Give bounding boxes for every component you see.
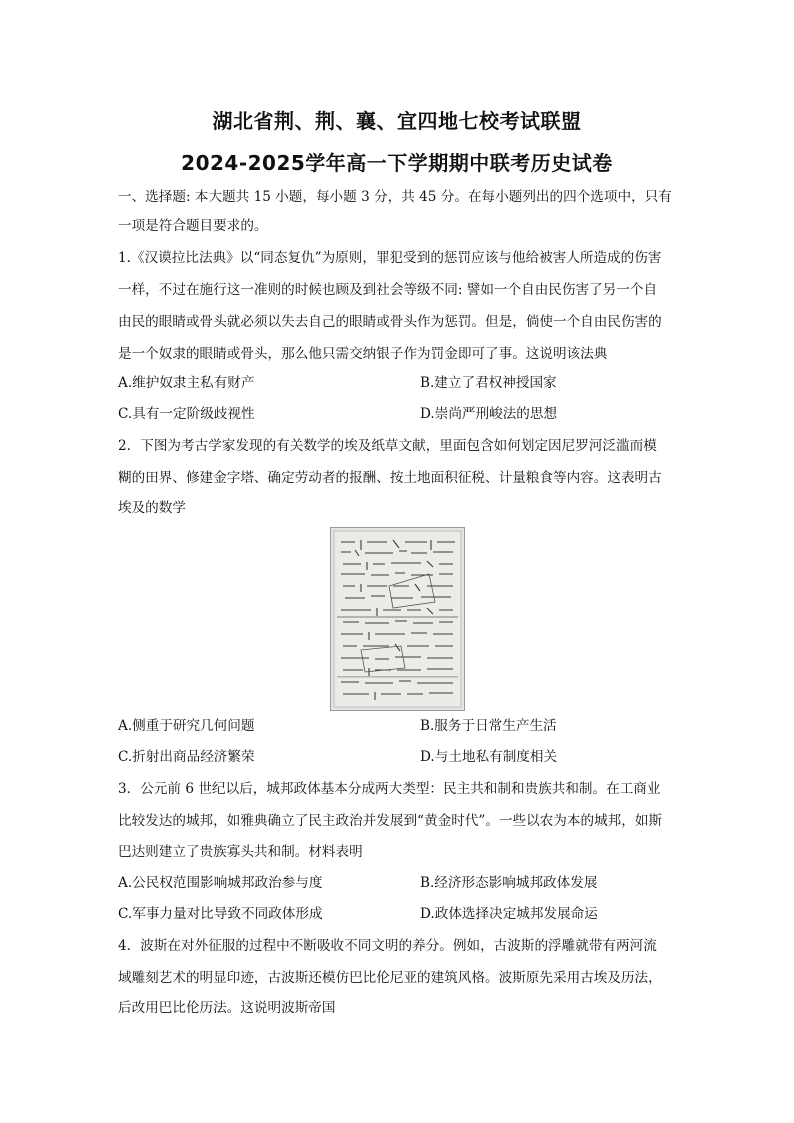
question-4-text: 域雕刻艺术的明显印迹，古波斯还模仿巴比伦尼亚的建筑风格。波斯原先采用古埃及历法， (118, 970, 662, 986)
question-3-text: 3．公元前 6 世纪以后，城邦政体基本分成两大类型：民主共和制和贵族共和制。在工商业 (118, 781, 661, 797)
question-2-text: 埃及的数学 (118, 500, 186, 516)
question-1-text: 是一个奴隶的眼睛或骨头，那么他只需交纳银子作为罚金即可了事。这说明该法典 (118, 346, 608, 362)
question-2-text: 2．下图为考古学家发现的有关数学的埃及纸草文献，里面包含如何划定因尼罗河泛滥而模 (118, 438, 657, 454)
exam-title-line1: 湖北省荆、荆、襄、宜四地七校考试联盟 (212, 109, 582, 133)
question-1-text: 1.《汉谟拉比法典》以“同态复仇”为原则，罪犯受到的惩罚应该与他给被害人所造成的伤害 (118, 250, 662, 266)
question-3-option-d: D.政体选择决定城邦发展命运 (420, 906, 598, 922)
question-2-text: 糊的田界、修建金字塔、确定劳动者的报酬、按土地面积征税、计量粮食等内容。这表明古 (118, 470, 662, 486)
question-1-text: 一样，不过在施行这一准则的时候也顾及到社会等级不同: 譬如一个自由民伤害了另一个自 (118, 282, 658, 298)
question-2-option-a: A.侧重于研究几何问题 (118, 718, 255, 734)
question-3-text: 比较发达的城邦，如雅典确立了民主政治并发展到“黄金时代”。一些以农为本的城邦，如斯 (118, 813, 663, 829)
question-1-text: 由民的眼睛或骨头就必须以失去自己的眼睛或骨头作为惩罚。但是，倘使一个自由民伤害的 (118, 314, 662, 330)
question-3-option-b: B.经济形态影响城邦政体发展 (420, 875, 598, 891)
question-2-option-c: C.折射出商品经济繁荣 (118, 749, 255, 765)
papyrus-image (330, 527, 465, 711)
exam-title-line2: 2024-2025学年高一下学期期中联考历史试卷 (181, 151, 613, 175)
question-4-text: 后改用巴比伦历法。这说明波斯帝国 (118, 1000, 336, 1016)
question-1-option-a: A.维护奴隶主私有财产 (118, 375, 255, 391)
question-2-option-b: B.服务于日常生产生活 (420, 718, 557, 734)
question-3-option-c: C.军事力量对比导致不同政体形成 (118, 906, 323, 922)
question-1-option-c: C.具有一定阶级歧视性 (118, 406, 255, 422)
question-3-text: 巴达则建立了贵族寡头共和制。材料表明 (118, 844, 363, 860)
section-instruction-line: 一项是符合题目要求的。 (118, 218, 268, 234)
papyrus-drawing (331, 528, 464, 710)
question-4-text: 4．波斯在对外征服的过程中不断吸收不同文明的养分。例如，古波斯的浮雕就带有两河流 (118, 938, 657, 954)
question-3-option-a: A.公民权范围影响城邦政治参与度 (118, 875, 323, 891)
section-instruction-line: 一、选择题: 本大题共 15 小题，每小题 3 分，共 45 分。在每小题列出的四个选项中，只有 (118, 189, 672, 205)
question-2-option-d: D.与土地私有制度相关 (420, 749, 558, 765)
question-1-option-b: B.建立了君权神授国家 (420, 375, 557, 391)
question-1-option-d: D.崇尚严刑峻法的思想 (420, 406, 558, 422)
